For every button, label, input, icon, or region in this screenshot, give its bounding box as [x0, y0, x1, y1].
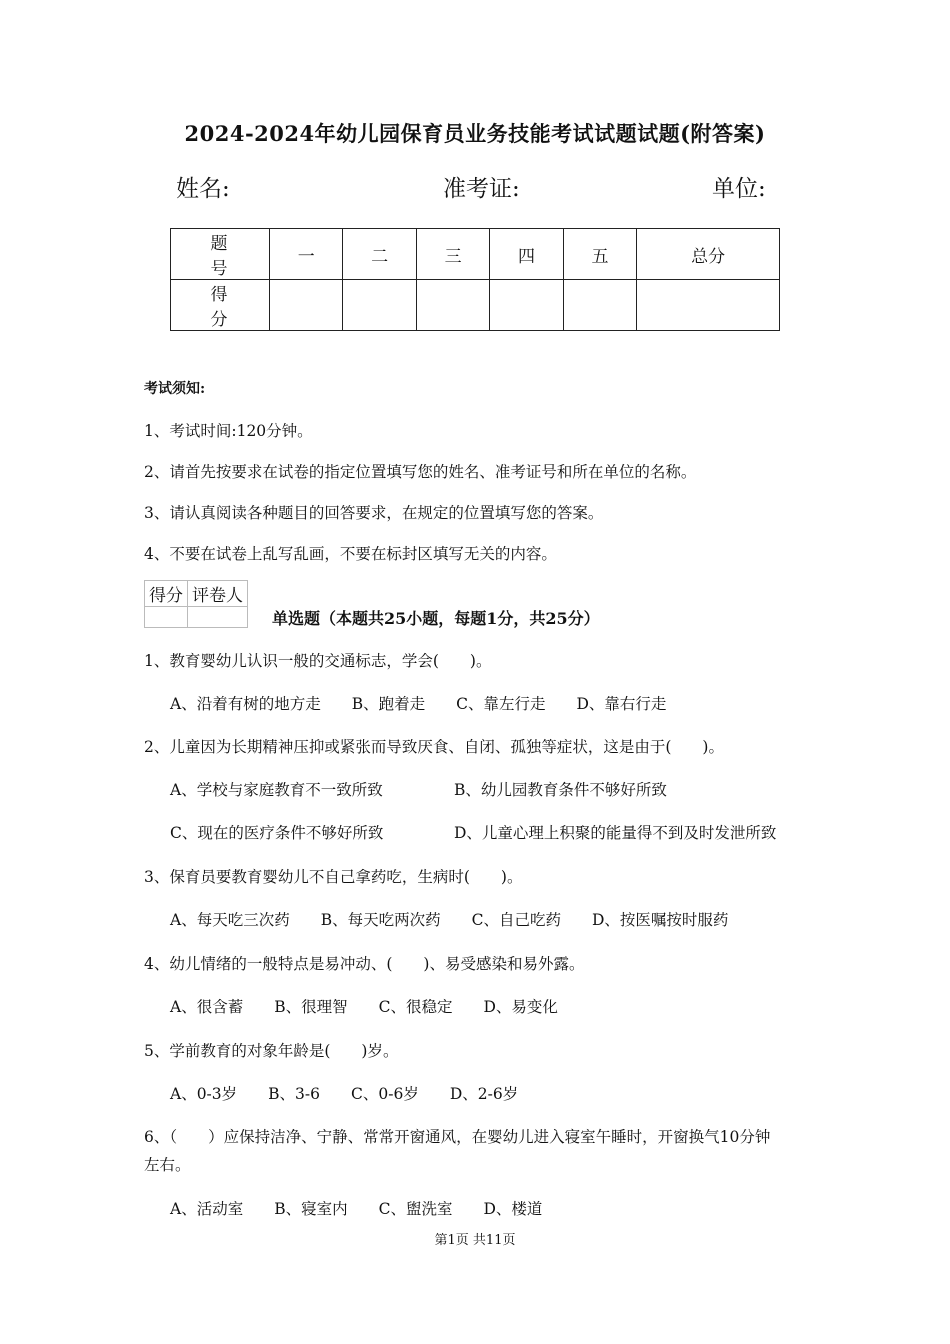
question-6: 6、（ ）应保持洁净、宁静、常常开窗通风，在婴幼儿进入寝室午睡时，开窗换气10分钟: [144, 1128, 771, 1146]
question-5-options: A、0-3岁 B、3-6 C、0-6岁 D、2-6岁: [170, 1085, 519, 1103]
score-table-header-row: [171, 229, 780, 280]
name-field-label: 姓名:: [176, 176, 230, 202]
score-cell: [270, 280, 343, 331]
page-footer: 第1页 共11页: [434, 1233, 516, 1248]
score-table-score-label: 得 分: [171, 280, 270, 331]
notice-item: 1、考试时间:120分钟。: [144, 422, 313, 440]
score-table-col-5: 五: [563, 229, 636, 280]
grader-box-score-cell: [145, 607, 188, 628]
notice-item: 2、请首先按要求在试卷的指定位置填写您的姓名、准考证号和所在单位的名称。: [144, 463, 697, 481]
question-2-option-a: A、学校与家庭教育不一致所致: [170, 781, 383, 799]
question-1-options: A、沿着有树的地方走 B、跑着走 C、靠左行走 D、靠右行走: [170, 695, 667, 713]
notice-item: 3、请认真阅读各种题目的回答要求，在规定的位置填写您的答案。: [144, 504, 604, 522]
notice-heading: 考试须知:: [144, 381, 206, 397]
score-cell: [343, 280, 416, 331]
question-6-options: A、活动室 B、寝室内 C、盥洗室 D、楼道: [170, 1200, 543, 1218]
section-heading: 单选题（本题共25小题，每题1分，共25分）: [272, 609, 600, 628]
question-2: 2、儿童因为长期精神压抑或紧张而导致厌食、自闭、孤独等症状，这是由于( )。: [144, 738, 724, 756]
score-table-col-1: 一: [270, 229, 343, 280]
grader-box-score-label: 得分: [145, 581, 188, 607]
score-table-score-row: [171, 280, 780, 331]
question-3-options: A、每天吃三次药 B、每天吃两次药 C、自己吃药 D、按医嘱按时服药: [170, 911, 729, 929]
question-1: 1、教育婴幼儿认识一般的交通标志，学会( )。: [144, 652, 492, 670]
question-5: 5、学前教育的对象年龄是( )岁。: [144, 1042, 399, 1060]
unit-field-label: 单位:: [712, 176, 766, 202]
score-table-header-label: 题 号: [171, 229, 270, 280]
exam-id-field-label: 准考证:: [443, 176, 520, 202]
score-table: [170, 228, 780, 331]
score-table-col-2: 二: [343, 229, 416, 280]
score-cell: [563, 280, 636, 331]
score-table-col-3: 三: [416, 229, 489, 280]
score-cell: [416, 280, 489, 331]
score-cell: [490, 280, 563, 331]
question-4-options: A、很含蓄 B、很理智 C、很稳定 D、易变化: [170, 998, 558, 1016]
notice-item: 4、不要在试卷上乱写乱画，不要在标封区填写无关的内容。: [144, 545, 557, 563]
question-6-continued: 左右。: [144, 1156, 191, 1174]
grader-box: [144, 580, 248, 628]
score-table-col-total: 总分: [637, 229, 780, 280]
question-4: 4、幼儿情绪的一般特点是易冲动、( )、易受感染和易外露。: [144, 955, 585, 973]
score-cell: [637, 280, 780, 331]
question-3: 3、保育员要教育婴幼儿不自己拿药吃，生病时( )。: [144, 868, 523, 886]
score-table-col-4: 四: [490, 229, 563, 280]
question-2-option-c: C、现在的医疗条件不够好所致: [170, 824, 384, 842]
question-2-option-b: B、幼儿园教育条件不够好所致: [454, 781, 667, 799]
question-2-option-d: D、儿童心理上积聚的能量得不到及时发泄所致: [454, 824, 777, 842]
page-title: 2024-2024年幼儿园保育员业务技能考试试题试题(附答案): [184, 121, 766, 146]
grader-box-grader-cell: [188, 607, 248, 628]
grader-box-grader-label: 评卷人: [188, 581, 248, 607]
